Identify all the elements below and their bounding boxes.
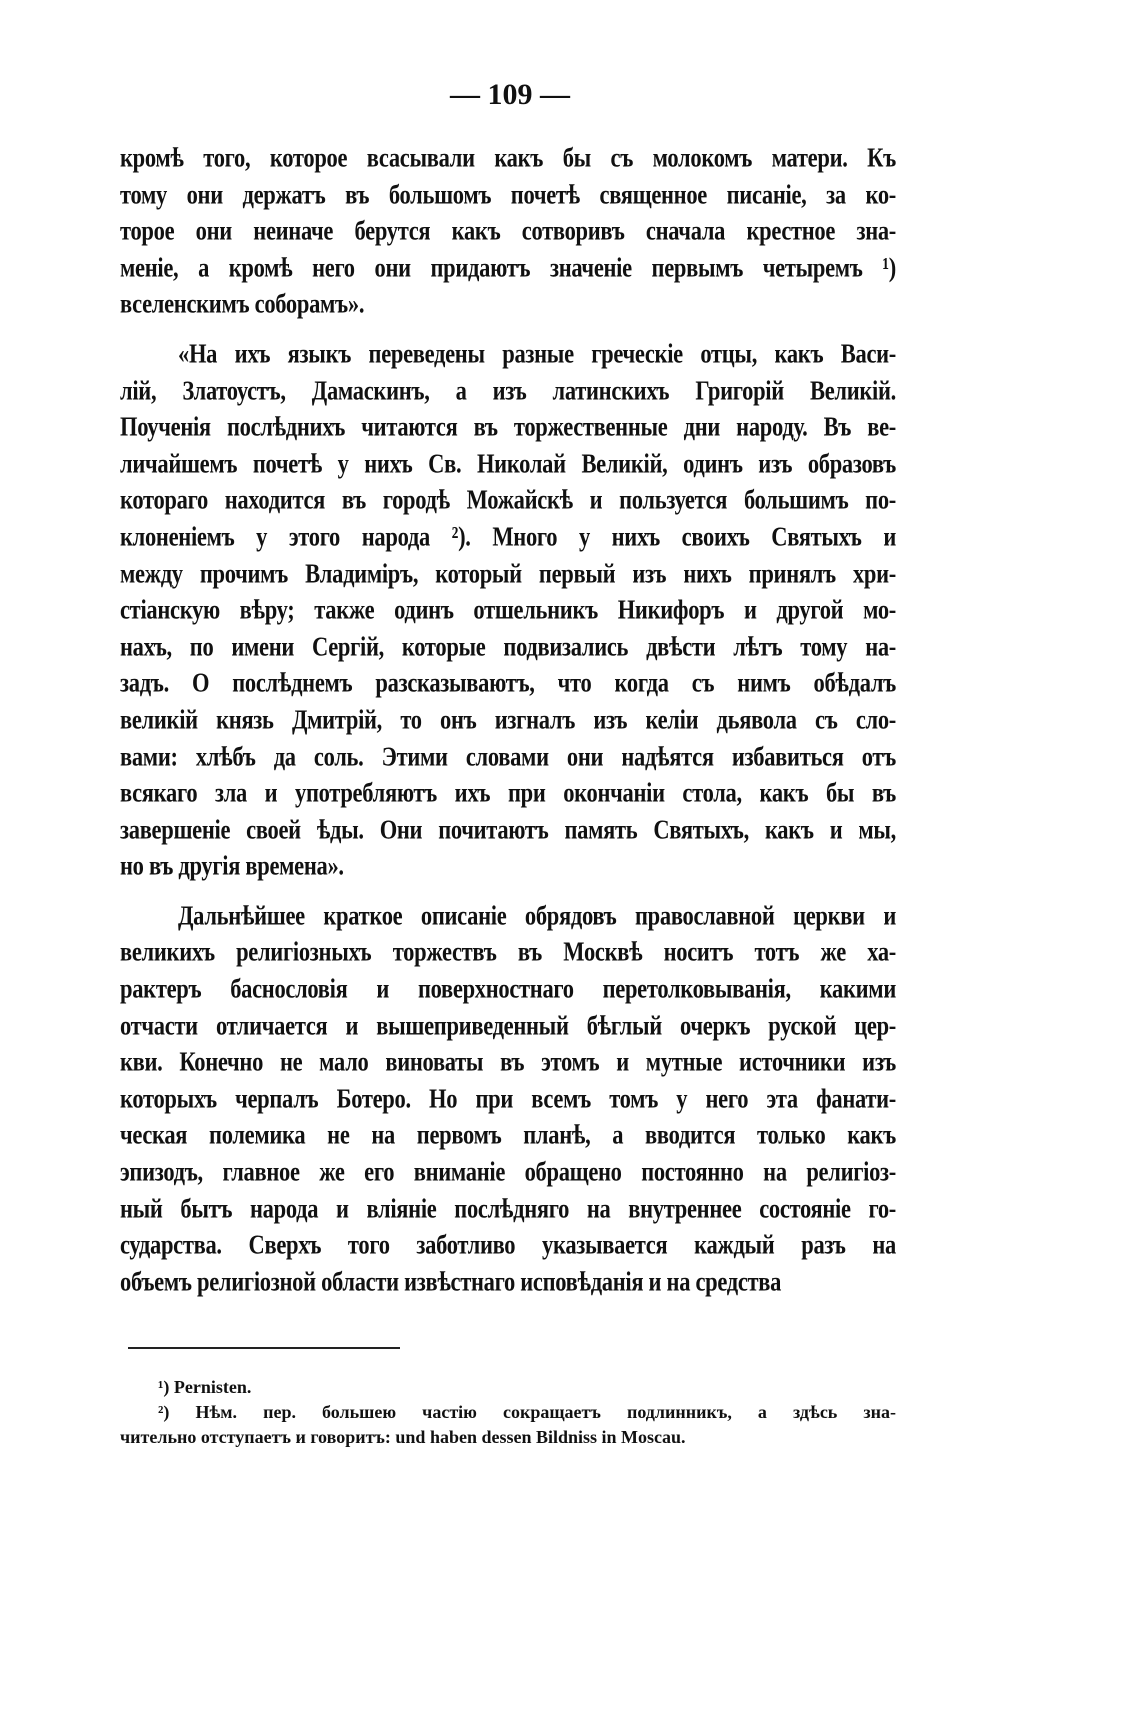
footnotes [120, 1375, 896, 1450]
text-line: меніе, а кромѣ него они придаютъ значеніе первымъ четыремъ ¹) [120, 251, 896, 283]
text-line: ный бытъ народа и вліяніе послѣдняго на внутреннее состояніе го- [120, 1192, 896, 1224]
footnote-1: ¹) Pernisten. [158, 1377, 252, 1397]
text-line: великій князь Дмитрій, то онъ изгналъ изъ келіи дьявола съ сло- [120, 703, 896, 735]
text-line: тому они держатъ въ большомъ почетѣ священное писаніе, за ко- [120, 178, 896, 210]
text-line: вами: хлѣбъ да соль. Этими словами они надѣятся избавиться отъ [120, 740, 896, 772]
text-line: отчасти отличается и вышеприведенный бѣглый очеркъ руской цер- [120, 1009, 896, 1041]
text-line: котораго находится въ городѣ Можайскѣ и пользуется большимъ по- [120, 484, 896, 515]
text-line: вселенскимъ соборамъ». [120, 288, 365, 319]
text-line: всякаго зла и употребляютъ ихъ при окончаніи стола, какъ бы въ [120, 777, 896, 808]
text-line: стіанскую вѣру; также одинъ отшельникъ Никифоръ и другой мо- [120, 594, 896, 625]
footnote-2-continued: чительно отступаетъ и говоритъ: und haben dessen Bildniss in Moscau. [120, 1427, 686, 1447]
paragraph [120, 898, 896, 1301]
text-line: лій, Златоустъ, Дамаскинъ, а изъ латинскихъ Григорій Великій. [120, 374, 896, 406]
text-line: но въ другія времена». [120, 850, 344, 881]
body-text [120, 140, 896, 1313]
text-line: Дальнѣйшее краткое описаніе обрядовъ православной церкви и [178, 899, 896, 931]
text-line: клоненіемъ у этого народа ²). Много у нихъ своихъ Святыхъ и [120, 521, 896, 552]
text-line: нахъ, по имени Сергій, которые подвизались двѣсти лѣтъ тому на- [120, 630, 896, 662]
text-line: ческая полемика не на первомъ планѣ, а вводится только какъ [120, 1119, 896, 1151]
text-line: кромѣ того, которое всасывали какъ бы съ молокомъ матери. Къ [120, 142, 896, 173]
text-line: кви. Конечно не мало виноваты въ этомъ и мутные источники изъ [120, 1046, 896, 1077]
text-line: великихъ религіозныхъ торжествъ въ Москвѣ носитъ тотъ же ха- [120, 936, 896, 968]
text-line: которыхъ черпалъ Ботеро. Но при всемъ томъ у него эта фанати- [120, 1082, 896, 1114]
text-line: задъ. О послѣднемъ разсказываютъ, что когда съ нимъ обѣдалъ [120, 667, 896, 698]
text-line: завершеніе своей ѣды. Они почитаютъ память Святыхъ, какъ и мы, [120, 813, 896, 845]
text-line: между прочимъ Владиміръ, который первый изъ нихъ принялъ хри- [120, 557, 896, 589]
footnote-divider [128, 1347, 400, 1349]
text-line: сударства. Сверхъ того заботливо указывается каждый разъ на [120, 1229, 896, 1260]
text-line: рактеръ баснословія и поверхностнаго перетолковыванія, какими [120, 973, 896, 1004]
paragraph [120, 140, 896, 323]
paragraph [120, 336, 896, 885]
text-line: личайшемъ почетѣ у нихъ Св. Николай Великій, одинъ изъ образовъ [120, 447, 896, 479]
footnote-2: ²) Нѣм. пер. большею частію сокращаетъ подлинникъ, а здѣсь зна- [158, 1402, 896, 1422]
page-number: — 109 — [450, 78, 570, 111]
text-line: торое они неиначе берутся какъ сотворивъ сначала крестное зна- [120, 215, 896, 246]
text-line: эпизодъ, главное же его вниманіе обращено постоянно на религіоз- [120, 1156, 896, 1187]
text-line: «На ихъ языкъ переведены разные греческіе отцы, какъ Васи- [178, 338, 896, 369]
text-line: объемъ религіозной области извѣстнаго исповѣданія и на средства [120, 1265, 782, 1297]
text-line: Поученія послѣднихъ читаются въ торжественные дни народу. Въ ве- [120, 411, 896, 442]
